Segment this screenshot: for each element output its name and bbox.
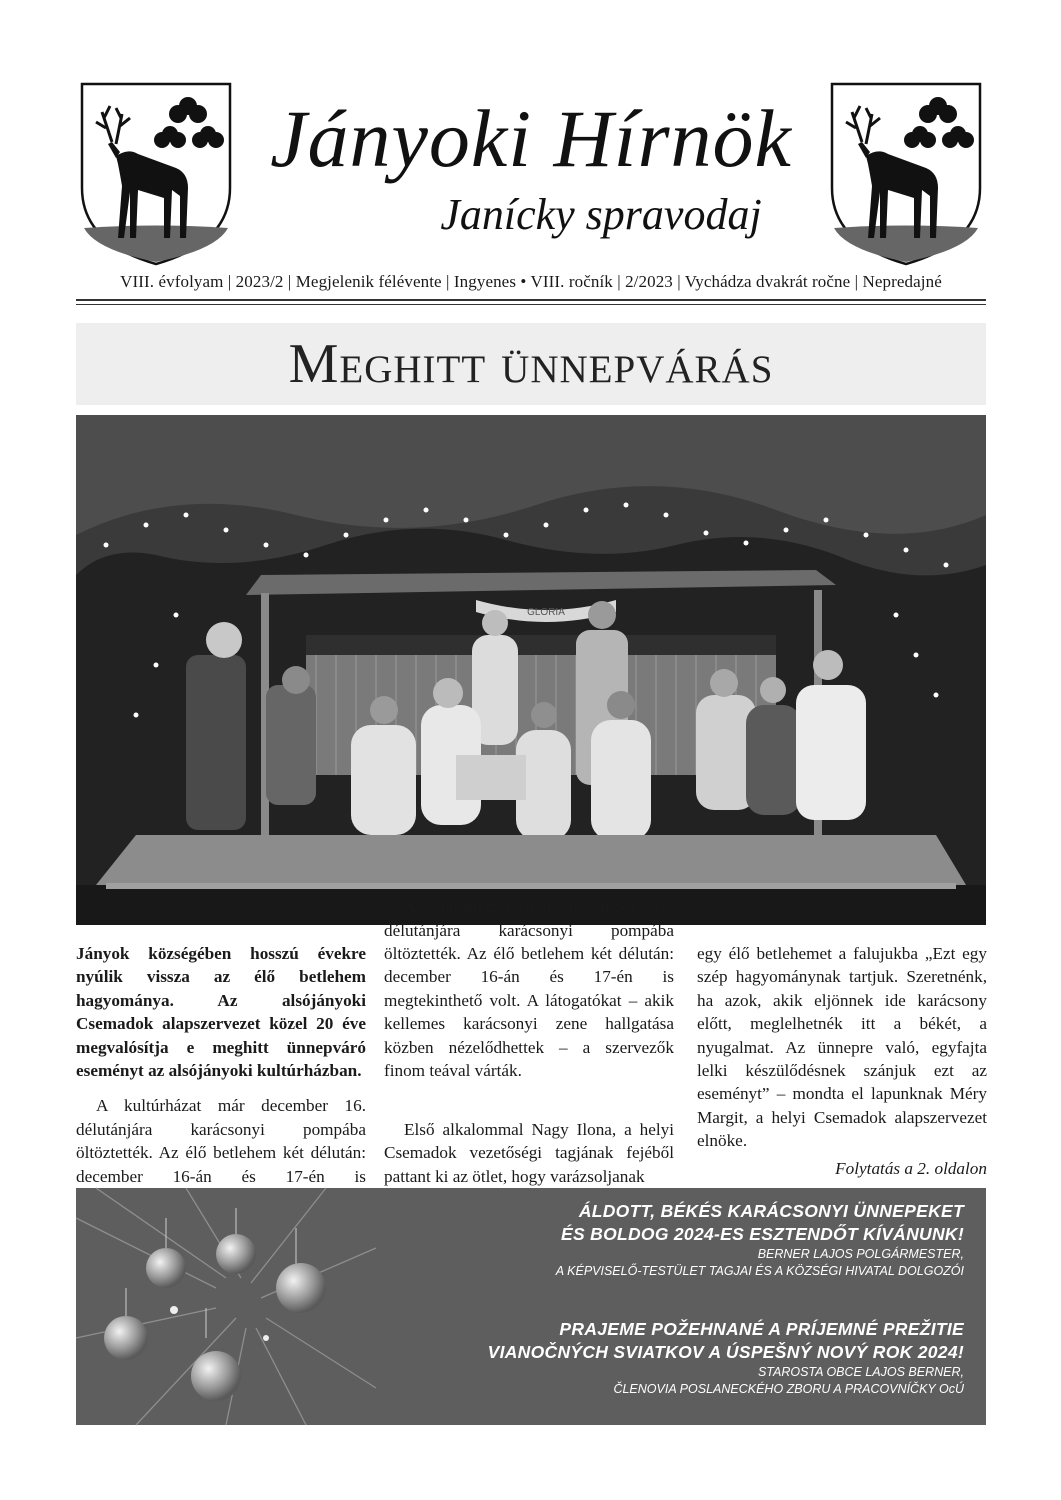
greeting-sk-line-2: VIANOČNÝCH SVIATKOV A ÚSPEŠNÝ NOVÝ ROK 2024!: [487, 1342, 964, 1362]
divider-rule: [76, 299, 986, 301]
article-paragraph-1-cont: [384, 897, 674, 1106]
article-column-3: [697, 942, 987, 1180]
article-paragraph-1-flow: A kultúrházat már december 16. délutánjára karácsonyi pompába öltöztették. Az élő betlehem két délután: december 16-án és 17-én is megtekinthető volt. A látogatókat – akik kellemes karácsonyi zene hallgatása közben nézelődhettek – a szervezők finom teával várták.: [384, 897, 674, 1081]
greeting-sk-sender-2: ČLENOVIA POSLANECKÉHO ZBORU A PRACOVNÍČKY OcÚ: [613, 1382, 964, 1396]
greeting-hu-line-1: ÁLDOTT, BÉKÉS KARÁCSONYI ÜNNEPEKET: [578, 1201, 964, 1221]
headline-box: [76, 323, 986, 405]
greeting-hu-sender-1: BERNER LAJOS POLGÁRMESTER,: [757, 1247, 964, 1261]
coat-of-arms-left: [76, 78, 236, 268]
article-lead: Jányok községében hosszú évekre nyúlik vissza az élő betlehem hagyománya. Az alsójányoki Csemadok alapszervezet közel 20 éve megvalósítja e meghitt ünnepváró eseményt az alsójányoki kultúrházban.: [76, 944, 366, 1081]
nativity-photo: [76, 415, 986, 925]
article-column-1: [76, 942, 366, 1186]
greeting-sk-line-1: PRAJEME POŽEHNANÉ A PRÍJEMNÉ PREŽITIE: [559, 1319, 964, 1339]
issue-info-line: VIII. évfolyam | 2023/2 | Megjelenik félévente | Ingyenes • VIII. ročník | 2/2023 | Vychádza dvakrát ročne | Nepredajné: [120, 272, 942, 291]
article-paragraph-1: A kultúrházat már december 16. délutánjára karácsonyi pompába öltöztették. Az élő betlehem két délután: december 16-án és 17-én is: [76, 1096, 366, 1186]
greeting-slovak: [488, 1318, 964, 1398]
newspaper-title: Jányoki Hírnök: [270, 93, 792, 184]
greeting-hu-sender-2: A KÉPVISELŐ-TESTÜLET TAGJAI ÉS A KÖZSÉGI HIVATAL DOLGOZÓI: [555, 1264, 964, 1278]
greeting-hu-line-2: ÉS BOLDOG 2024-ES ESZTENDŐT KÍVÁNUNK!: [561, 1224, 964, 1244]
greeting-sk-sender-1: STAROSTA OBCE LAJOS BERNER,: [757, 1365, 964, 1379]
coat-of-arms-right: [826, 78, 986, 268]
article-paragraph-2: Első alkalommal Nagy Ilona, a helyi Csemadok vezetőségi tagjának fejéből pattant ki az ötlet, hogy varázsoljanak: [384, 1120, 674, 1186]
headline: Meghitt ünnepvárás: [288, 333, 774, 395]
christmas-greeting-banner: [76, 1188, 986, 1425]
greeting-hungarian: [556, 1200, 964, 1280]
gloria-banner-text: GLORIA: [527, 607, 565, 618]
continued-note: Folytatás a 2. oldalon: [835, 1158, 987, 1178]
masthead: [76, 78, 986, 268]
article-column-2: [384, 897, 674, 1200]
divider-rule: [76, 304, 986, 305]
article-paragraph-2-cont: egy élő betlehemet a falujukba „Ezt egy szép hagyománynak tartjuk. Szeretnénk, ha azok, akik eljönnek ide karácsony előtt, meglelhetnék itt a békét, a nyugalmat. Az ünnepre való, egyfajta lelki készülődésnek szánjuk ezt az eseményt” – mondta el lapunknak Méry Margit, a helyi Csemadok alapszervezet elnöke.: [697, 944, 987, 1151]
newspaper-subtitle: Janícky spravodaj: [440, 190, 762, 239]
